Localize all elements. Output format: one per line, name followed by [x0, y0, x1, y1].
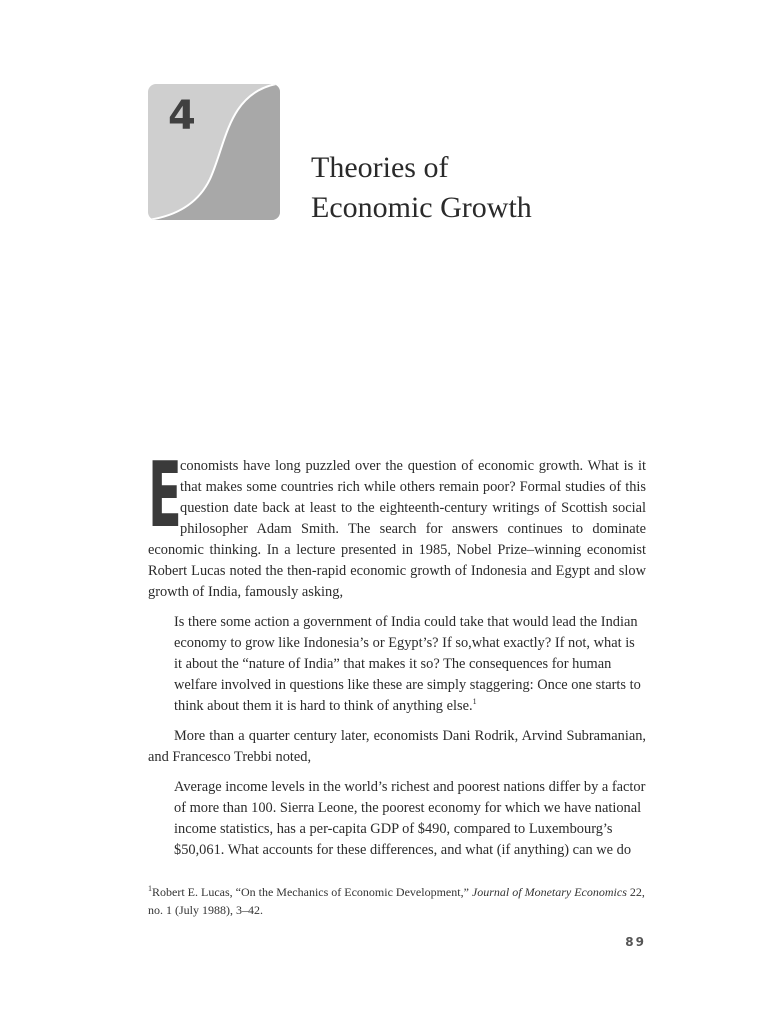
chapter-title [311, 148, 711, 228]
footnote-text-after: 22, no. 1 (July 1988), 3–42. [148, 885, 645, 917]
footnote-reference: 1 [472, 697, 477, 707]
footnote-marker: 1 [148, 884, 152, 893]
block-quote-rodrik: Average income levels in the world’s richest and poorest nations differ by a factor of more than 100. Sierra Leone, the poorest economy for which we have national income statistics, has a per-capita GDP of $490, compared to Luxembourg’s $50,061. What accounts for these differences, and what (if anything) can we do [174, 779, 646, 858]
footnote-journal: Journal of Monetary Economics [471, 885, 627, 899]
body-text [148, 443, 646, 861]
opening-paragraph-text: conomists have long puzzled over the question of economic growth. What is it that makes some countries rich while others remain poor? Formal studies of this question date back at least to the eighteenth-century writings of Scottish social philosopher Adam Smith. The search for answers continues to dominate economic thinking. In a lecture presented in 1985, Nobel Prize–winning economist Robert Lucas noted the then-rapid economic growth of Indonesia and Egypt and slow growth of India, famously asking, [148, 458, 646, 600]
chapter-number: 4 [168, 93, 196, 139]
block-quote-lucas [174, 612, 646, 717]
page-number: 89 [625, 935, 646, 949]
chapter-badge [148, 84, 280, 220]
chapter-title-line-2: Economic Growth [311, 191, 532, 224]
block-quote-lucas-text: Is there some action a government of India could take that would lead the Indian economy to grow like Indonesia’s or Egypt’s? If so,what exactly? If not, what is it about the “nature of India” that makes it so? The consequences for human welfare involved in questions like these are simply staggering: Once one starts to think about them it is hard to think of anything else. [174, 614, 641, 714]
footnote-text-before: Robert E. Lucas, “On the Mechanics of Economic Development,” [152, 885, 472, 899]
opening-paragraph [148, 443, 646, 603]
chapter-title-line-1: Theories of [311, 151, 449, 184]
footnote [148, 883, 646, 919]
dropcap-letter: E [148, 443, 182, 548]
paragraph-rodrik: More than a quarter century later, economists Dani Rodrik, Arvind Subramanian, and Francesco Trebbi noted, [148, 728, 646, 765]
